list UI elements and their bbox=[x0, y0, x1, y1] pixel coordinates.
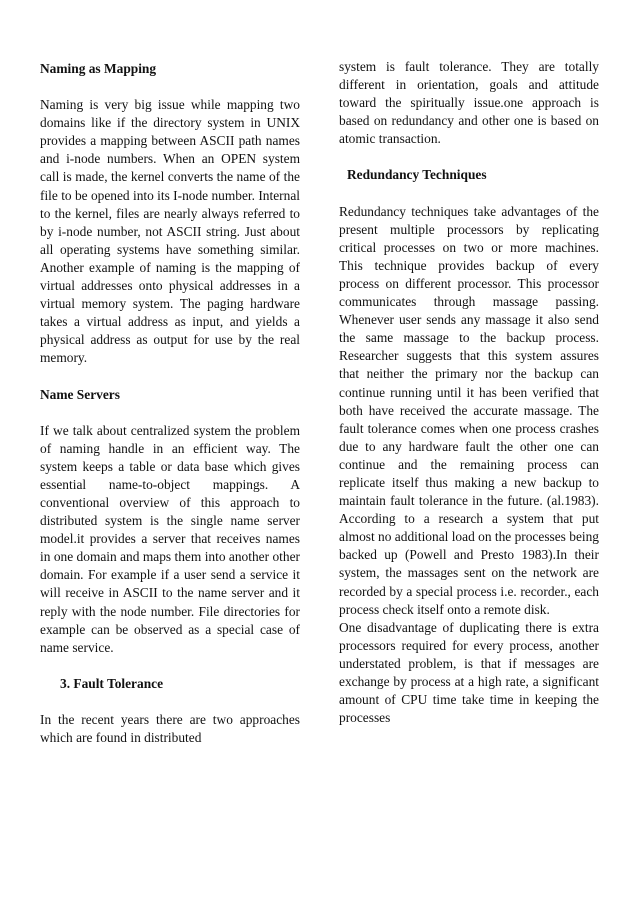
paragraph-name-servers: If we talk about centralized system the problem of naming handle in an efficient way. The system keeps a table or data base which gives essential name-to-object mappings. A conventional overview of this approach to distributed system is the single name server model.it provides a server that receives names in one domain and maps them into another other domain. For example if a user send a service it will receive in ASCII to the name server and it reply with the node number. File directories for example can be observed as a special case of name service. bbox=[40, 422, 300, 655]
paragraph-fault-tolerance-cont: system is fault tolerance. They are totally different in orientation, goals and attitude toward the spiritually issue.one approach is based on redundancy and other one is based on atomic transaction. bbox=[339, 59, 599, 147]
heading-fault-tolerance: 3. Fault Tolerance bbox=[60, 675, 164, 691]
paragraph-disadvantage: One disadvantage of duplicating there is extra processors required for every process, another understated problem, is that if messages are exchange by process at a high rate, a significant amount of CPU time take time in keeping the processes bbox=[339, 619, 599, 726]
right-column bbox=[339, 58, 599, 727]
heading-redundancy-techniques: Redundancy Techniques bbox=[347, 167, 487, 183]
paragraph-naming: Naming is very big issue while mapping two domains like if the directory system in UNIX provides a mapping between ASCII path names and i-node numbers. When an OPEN system call is made, the kernel converts the name of the file to be opened into its I-node number. Internal to the kernel, files are nearly always referred to by i-node number, not ASCII string. Just about all operating systems have something similar. Another example of naming is the mapping of virtual addresses onto physical addresses in a virtual memory system. The paging hardware takes a virtual address as input, and yields a physical address as output for use by the real memory. bbox=[40, 97, 300, 366]
left-column bbox=[40, 60, 300, 747]
paragraph-redundancy: Redundancy techniques take advantages of the present multiple processors by replicating critical processes on two or more machines. This technique provides backup of every process on different processor. This processor communicates through massage passing. Whenever user sends any massage it also send the same massage to the backup process. Researcher suggests that this system assures that neither the primary nor the backup can continue running until it has been verified that both have received the accurate massage. The fault tolerance comes when one process crashes due to any hardware fault the other one can continue and the remaining process can replicate itself thus making a new backup to maintain fault tolerance in the future. (al.1983). According to a research a system that put almost no additional load on the processes being backed up (Powell and Presto 1983).In their system, the massages sent on the network are recorded by a special process i.e. recorder., each process check itself onto a remote disk. bbox=[339, 203, 599, 617]
heading-name-servers: Name Servers bbox=[40, 386, 120, 402]
heading-naming-as-mapping: Naming as Mapping bbox=[40, 61, 157, 76]
paragraph-fault-tolerance-intro: In the recent years there are two approaches which are found in distributed bbox=[40, 711, 300, 745]
